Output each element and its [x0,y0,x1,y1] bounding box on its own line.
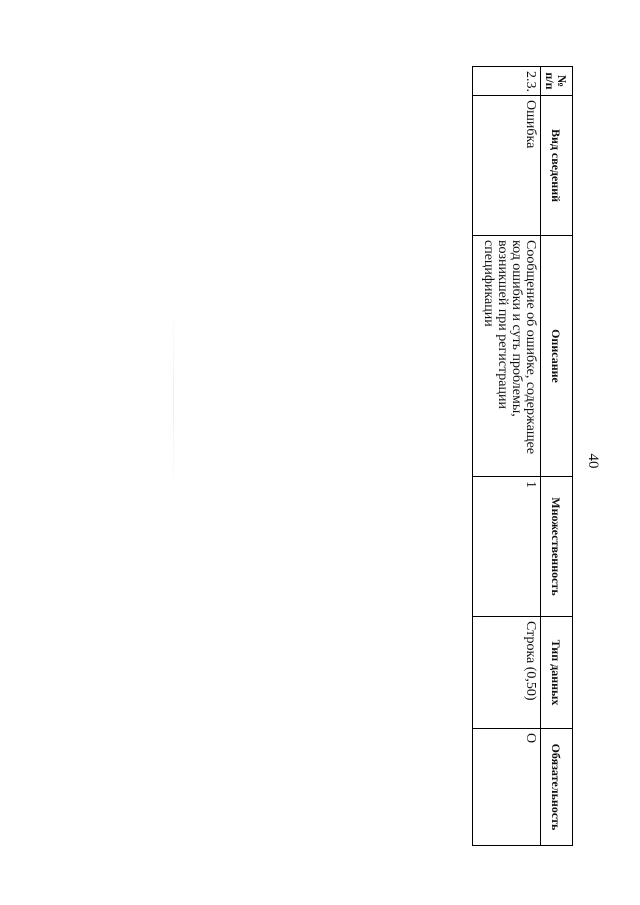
scan-artifact-line [173,300,174,500]
header-data-type: Тип данных [541,617,573,729]
table-header-row [541,67,573,846]
cell-multiplicity: 1 [473,477,541,617]
cell-data-type: Строка (0,50) [473,617,541,729]
cell-num: 2.3. [473,67,541,96]
cell-kind: Ошибка [473,96,541,236]
spec-table-rotated [472,66,573,845]
page-number: 40 [585,453,601,469]
cell-description: Сообщение об ошибке, содержащее код ошибки и суть проблемы, возникшей при регистрации спецификации [473,236,541,477]
header-kind: Вид сведений [541,96,573,236]
spec-table-container [472,66,573,845]
spec-table [472,66,573,846]
header-num: № п/п [541,67,573,96]
cell-required: О [473,729,541,846]
header-required: Обязательность [541,729,573,846]
table-row [473,67,541,846]
header-description: Описание [541,236,573,477]
header-multiplicity: Множественность [541,477,573,617]
